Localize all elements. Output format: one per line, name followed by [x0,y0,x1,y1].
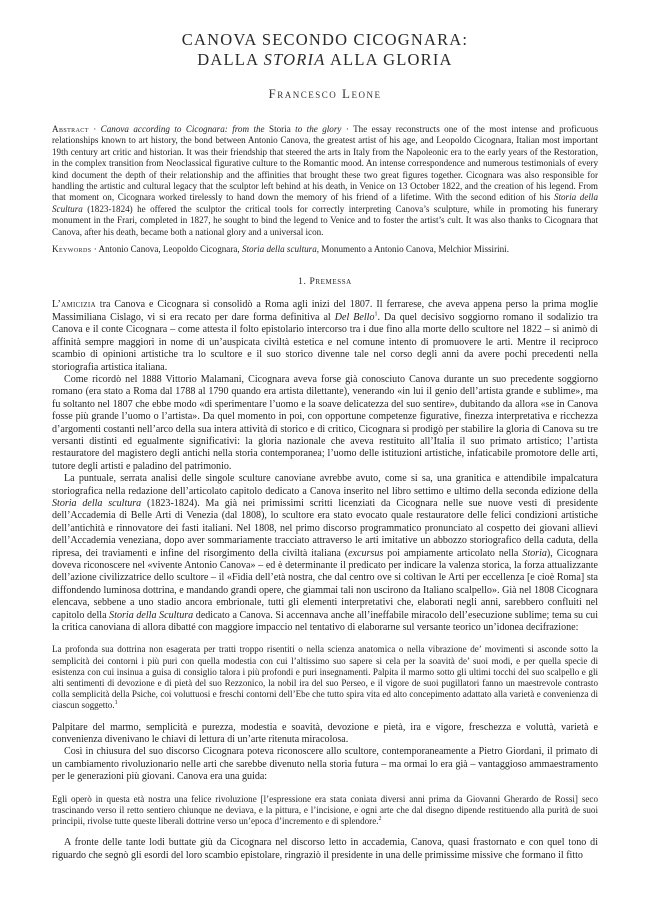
section-title: Premessa [309,277,352,288]
paragraph-5 [52,746,598,783]
footnote-ref[interactable]: 2 [378,816,382,823]
abstract-title-part: Canova according to Cicognara: from the [100,124,270,134]
paragraph-text: Così in chiusura del suo discorso Cicognara poteva riconoscere allo scultore, contemporaneamente a Pietro Giordani, il primato di un cambiamento rivoluzionario nelle arti che sarebbe divenuto nella storia futura – ma ormai lo era già – vantaggioso ammaestramento per le generazioni più giovani. Canova era una guida: [52,746,598,783]
paragraph-text: . Da quel decisivo soggiorno romano il sodalizio tra Canova e il conte Cicognara – come attesta il folto epistolario intercorso tra i due fino alla morte dello scultore nel 1822 – si animò di affinità sempre maggiori in nome di un’auspicata civiltà estetica e nel comune intento di promuovere le arti. Mentre il reciproco scambio di opinioni artistiche tra lo scultore e il suo storico divenne tale nel corso degli anni da avere pochi precedenti nella storiografia artistica italiana. [52,311,598,373]
section-heading [52,277,598,287]
title-part: DALLA [197,50,264,69]
abstract-title-part: to the glory [290,124,342,134]
block-quote-2 [52,794,598,828]
keywords-text-end: , Monumento a Antonio Canova, Melchior Missirini. [316,244,509,255]
abstract-title [101,124,342,134]
drop-smallcaps: L’amicizia [52,299,96,311]
abstract-title-plain: Storia [269,124,291,134]
title-italic: STORIA [263,50,326,69]
italic-term: excursus [348,547,384,559]
paragraph-text: (1823-1824). Ma già nei primissimi scritti licenziati da Cicognara nelle sue nuove vesti di presidente dell’Accademia di Belle Arti di Venezia (dal 1808), lo scultore era stato evocato quale restauratore delle felici condizioni artistiche dell’antichità e rinnovatore dei fasti italiani. Nel 1808, nel primo discorso programmatico pronunciato al cospetto dei giovani allievi dell’Accademia veneziana, dopo aver sommariamente tracciato attraverso le arti imitative un abbozzo storiografico della caduta, della ripresa, dei traviamenti e infine del risorgimento della civiltà italiana ( [52,497,598,559]
abstract-text-end: (1823-1824) he offered the sculptor the critical tools for correctly interpreting Canova’s sculpture, while in promoting his funerary monument in the Frari, completed in 1827, he sought to bind the legend to Venice and to foster the artist’s cult. It was also thanks to Cicognara that Canova, after his death, became both a national glory and a universal icon. [52,203,598,237]
paragraph-2 [52,374,598,473]
title-line-1: CANOVA SECONDO CICOGNARA: [181,30,469,49]
section-number: 1. [298,277,307,288]
italic-title: Storia [522,547,547,559]
footnote-ref[interactable]: 1 [374,311,378,318]
paragraph-text: poi ampiamente articolato nella [383,547,523,559]
paragraph-3 [52,473,598,634]
abstract-text: · The essay reconstructs one of the most intense and proficuous relationships known to art history, the bond between Antonio Canova, the greatest artist of his age, and Leopoldo Cicognara, Italian most important 19th century art critic and historian. It was their friendship that steered the arts in Italy from the Napoleonic era to the early years of the Restoration, in the complex transition from Neoclassical figurative culture to the Romantic mood. An intense correspondence and numerous testimonials of every kind document the depth of their relationship and the affinities that brought these two great figures together. Cicognara was also responsible for handling the artistic and cultural legacy that the sculptor left behind at his death, in Venice on 13 October 1822, and the creation of his legend. From that moment on, Cicognara worked tirelessly to hand down the memory of his friend of a lifetime. With the second edition of his [52,124,599,203]
keywords-text: · Antonio Canova, Leopoldo Cicognara, [91,244,242,255]
keywords-italic: Storia della scultura [241,244,317,255]
paragraph-4 [52,722,598,747]
title-line-2 [52,50,598,70]
paragraph-text: Palpitare del marmo, semplicità e purezza, modestia e soavità, devozione e pietà, ira e vigore, freschezza e voluttà, varietà e convenienza divenivano le chiavi di lettura di un’arte ritenuta miracolosa. [52,721,598,746]
paragraph-6 [52,837,598,862]
abstract-label: Abstract [52,124,89,134]
keywords-label: Keywords [52,244,92,255]
paragraph-text: dedicato a Canova. Si accennava anche all’ineffabile miracolo dell’esecuzione sublime; tema su cui la critica canoviana di allora dibatté con maggiore impaccio nel tentativo di elaborarne sul versante teorico un’idonea decifrazione: [52,609,598,634]
paragraph-text: A fronte delle tante lodi buttate giù da Cicognara nel discorso letto in accademia, Canova, quasi frastornato e con quel tono di riguardo che segnò gli esordi del loro scambio epistolare, ringraziò il presidente in una delle primissime missive che formano il fitto [52,837,598,861]
paragraph-text: La puntuale, serrata analisi delle singole sculture canoviane avrebbe avuto, come si sa, una granitica e attendibile impalcatura storiografica nella redazione dell’articolato capitolo dedicato a Canova inserito nel libro settimo e ultimo della seconda edizione della [52,473,598,497]
author-name: Francesco Leone [268,86,382,101]
italic-title: Storia della Scultura [109,609,194,621]
keywords [52,244,598,255]
paragraph-text: Come ricordò nel 1888 Vittorio Malamani, Cicognara aveva forse già conosciuto Canova durante un suo precedente soggiorno romano (era stato a Roma dal 1788 al 1790 quando era artista dilettante), venerando «in lui il genio dell’artista grande e sublime», ma fu soltanto nel 1807 che ebbe modo «di sperimentare l’uomo e la soave delicatezza del suo sentire», dubitando da allora «se in Canova fosse più grande l’uomo o l’artista». Da quel momento in poi, con opportune competenze figurative, finezza interpretativa e ricchezza d’argomenti costanti nell’arco della sua intera attività di storico e di critico, Cicognara si prodigò per stabilire la gloria di Canova su tre versanti distinti ed egualmente significativi: la gloria nazionale che aveva restituito all’Italia il suo primato artistico; l’artista restauratore del magistero degli antichi nella storia contemporanea; l’uomo delle istituzioni artistiche, infaticabile promotore delle arti, tutore degli artisti e paladino del patrimonio. [52,373,598,472]
italic-title: Del Bello [334,311,375,323]
title-part: ALLA GLORIA [325,50,453,69]
paragraph-text: ), Cicognara doveva riconoscere nel «vivente Antonio Canova» – ed è determinante il predicato per indicare la valenza storica, la forza attualizzante dell’azione civilizzatrice dello scultore – il «Fidia dell’età nostra, che dal centro ove si coltivan le Arti per eccellenza [e cioè Roma] sta diffondendo luminosa dottrina, e mandando grandi opere, che giammai tali non uscirono da Italiano scalpello». Già nel 1808 Cicognara elencava, sebbene a uno stadio ancora embrionale, tutti gli elementi interpretativi che, elaborati negli anni, sarebbero confluiti nel capitolo della [52,547,598,621]
separator: · [88,124,101,134]
footnote-ref[interactable]: 1 [114,700,118,707]
quote-text: Egli operò in questa età nostra una felice rivoluzione [l’espressione era stata coniata diversi anni prima da Giovanni Gherardo de Rossi] seco trascinando verso il retto sentiero chiunque ne deviava, e la pittura, e l’incisione, e ogni arte che dal disegno dipende restituendo alla purità de suoi principii, rivolse tutte queste liberali dottrine verso un’epoca d’incremento e di splendore. [52,793,598,827]
abstract [52,124,598,238]
quote-text: La profonda sua dottrina non esagerata per tratti troppo risentiti o nella scienza anatomica o nella vibrazione de’ movimenti si asconde sotto la semplicità dei contorni i più puri con quella modestia con cui l’altissimo suo sapere si cela per la soavità de’ suoi modi, e per quella specie di esistenza con cui insinua a guisa di consiglio talora i più profondi e puri insegnamenti. Palpita il marmo sotto gli ultimi tocchi del suo scalpello e gli alti sentimenti di devozione e di pietà del suo Rezzonico, la nobil ira del suo Perseo, e il vigore de suoi pugillatori fanno un maestrevole contrasto colla semplicità della Psiche, coi voluttuosi e freschi contorni dell’Ebe che tutto spira vita ed alto concepimento adattato alla varietà e convenienza di ciascun soggetto. [52,644,598,711]
abstract-italic: Storia della Scultura [52,192,598,214]
paragraph-text: tra Canova e Cicognara si consolidò a Roma agli inizi del 1807. Il ferrarese, che aveva appena perso la prima moglie Massimiliana Cislago, vi si era recato per dare forma definitiva al [52,299,598,323]
block-quote-1 [52,644,598,711]
paper-title [52,30,598,70]
italic-title: Storia della scultura [52,497,142,509]
paragraph-1 [52,299,598,373]
